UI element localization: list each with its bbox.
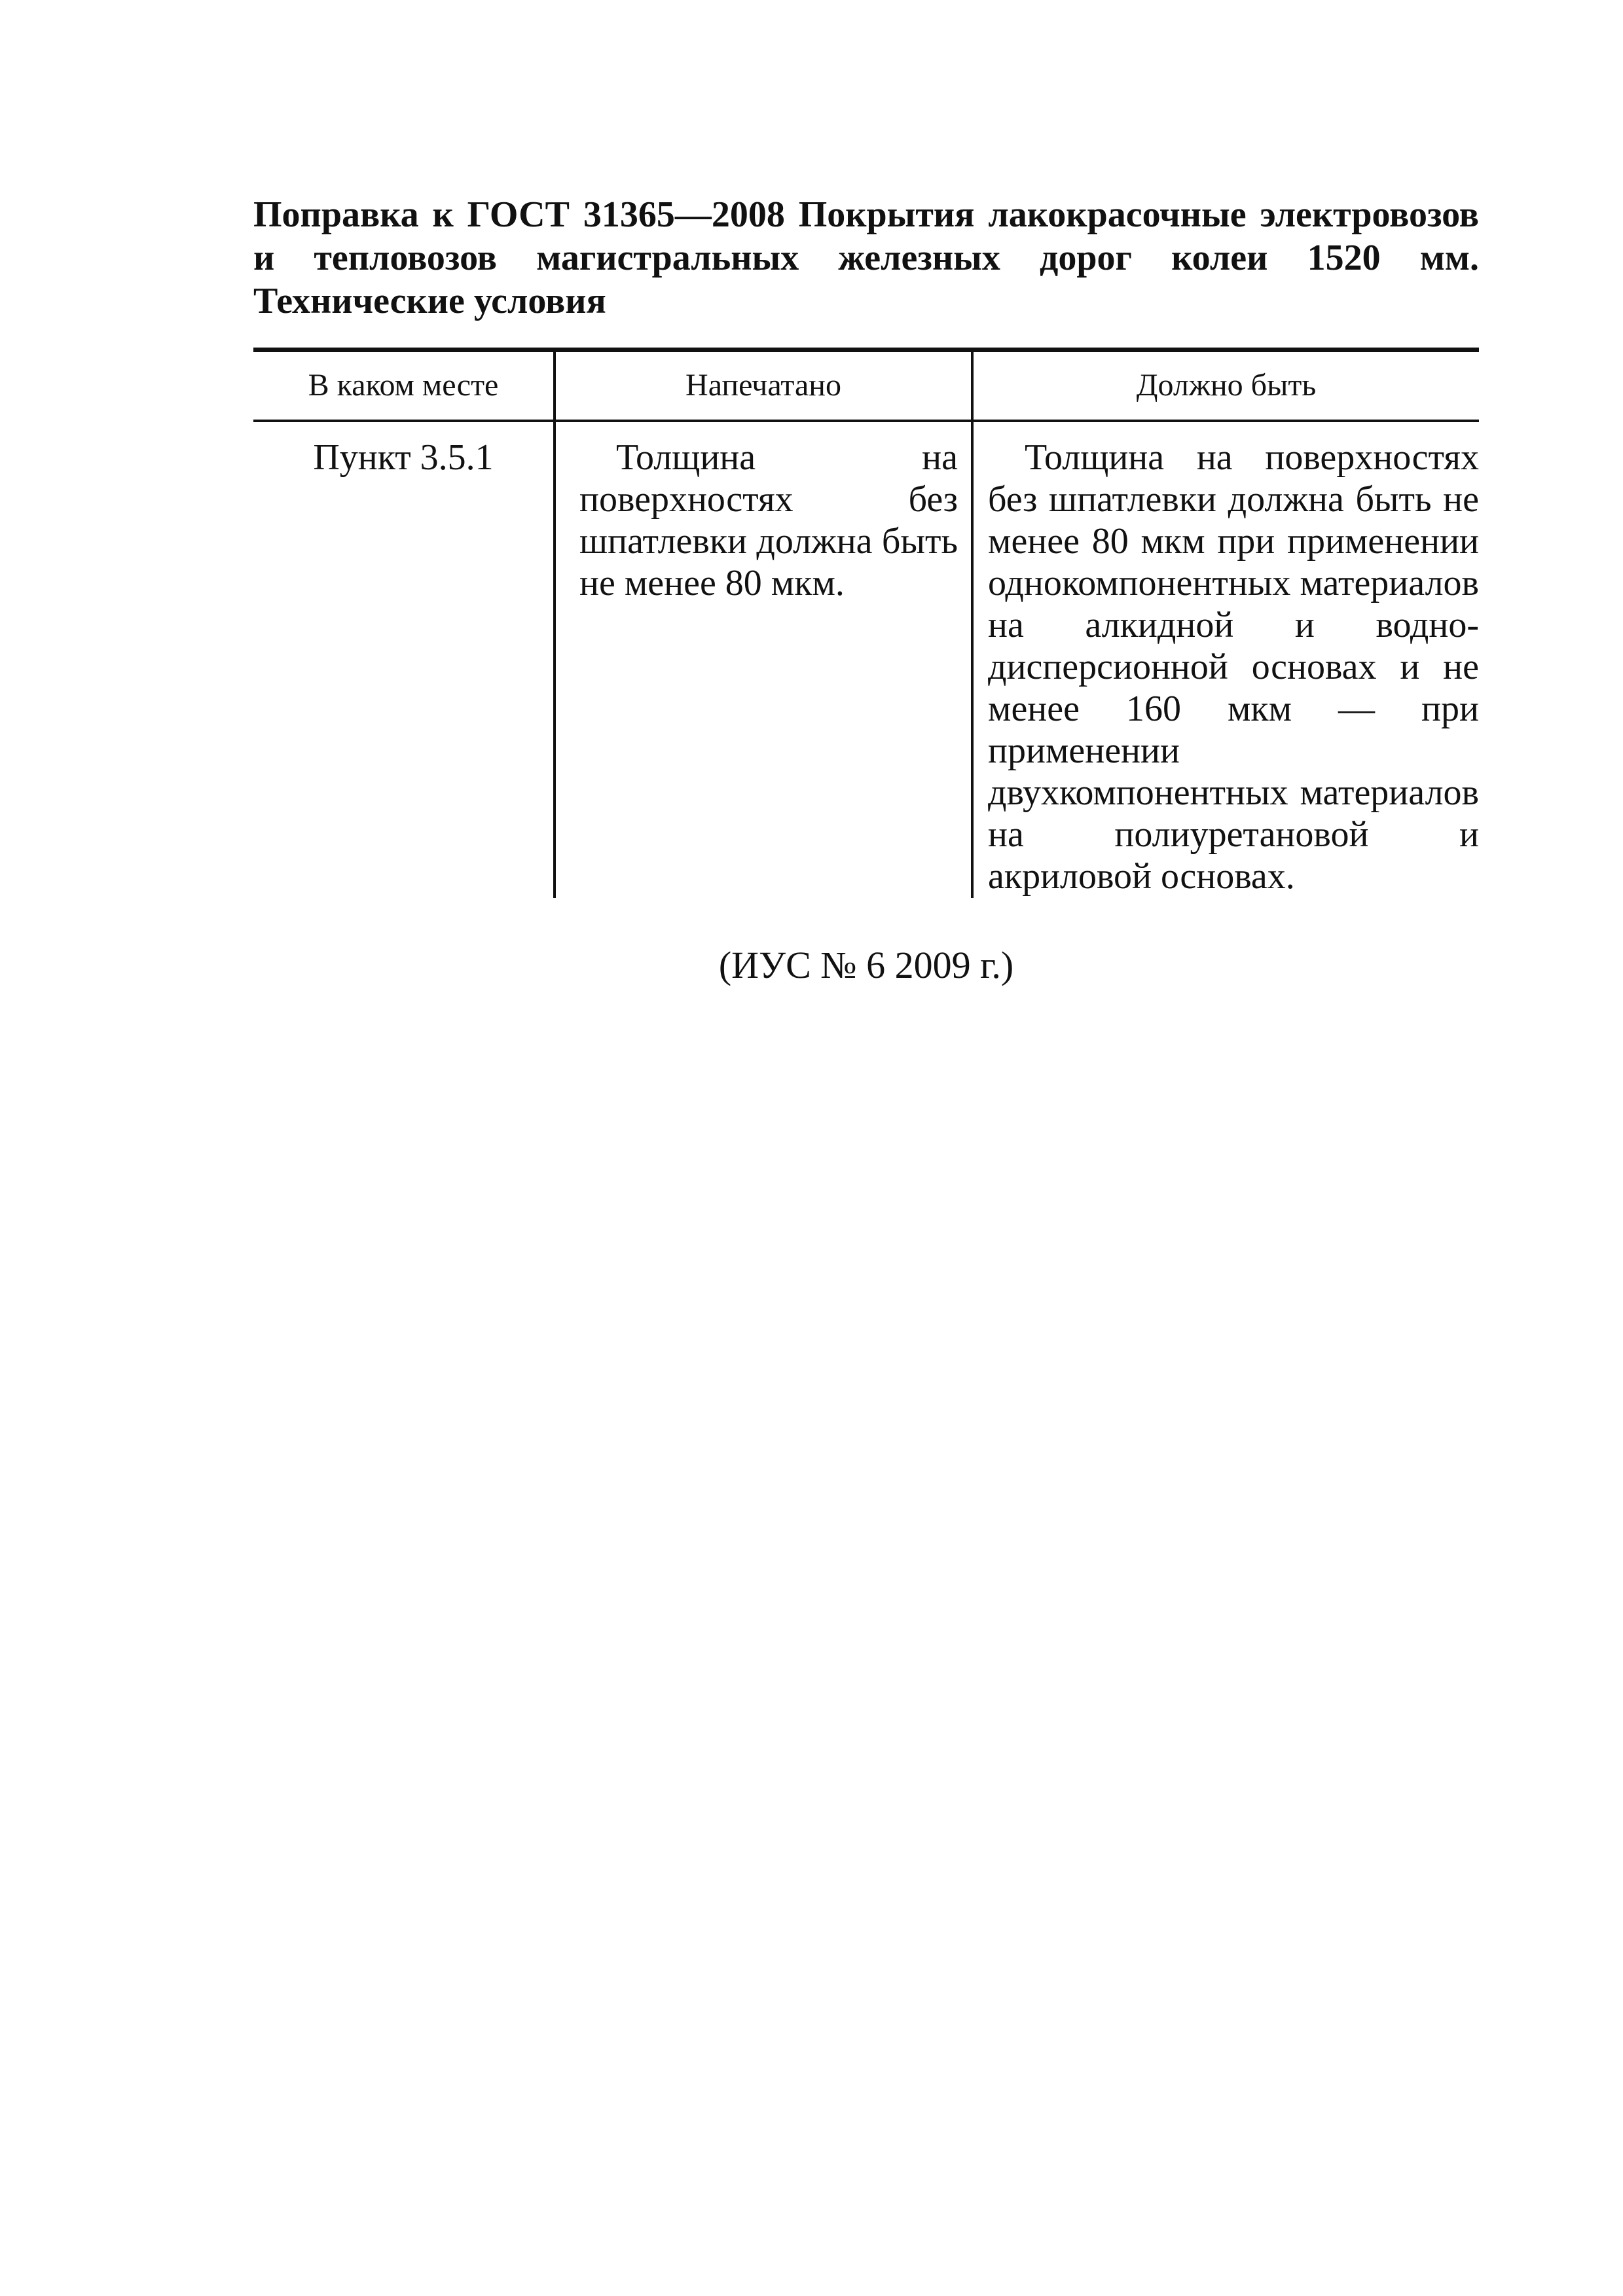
- table-header-row: [253, 350, 1479, 421]
- column-header-printed: Напечатано: [555, 350, 972, 421]
- cell-printed: Толщина на поверхностях без шпатлевки должна быть не менее 80 мкм.: [555, 421, 972, 898]
- cell-place: Пункт 3.5.1: [313, 437, 494, 478]
- document-title: Поправка к ГОСТ 31365—2008 Покрытия лакокрасочные электровозов и тепловозов магистральных железных дорог колеи 1520 мм. Технические условия: [253, 194, 1479, 321]
- column-header-should-be: Должно быть: [972, 350, 1479, 421]
- cell-should-be: Толщина на поверхностях без шпатлевки должна быть не менее 80 мкм при применении однокомпонентных материалов на алкидной и водно-дисперсионной основах и не менее 160 мкм — при применении двухкомпонентных материалов на полиуретановой и акриловой основах.: [972, 421, 1479, 898]
- table-row: [253, 421, 1479, 898]
- amendment-table: [253, 348, 1479, 898]
- column-header-place: В каком месте: [253, 350, 555, 421]
- source-reference: (ИУС № 6 2009 г.): [718, 944, 1014, 986]
